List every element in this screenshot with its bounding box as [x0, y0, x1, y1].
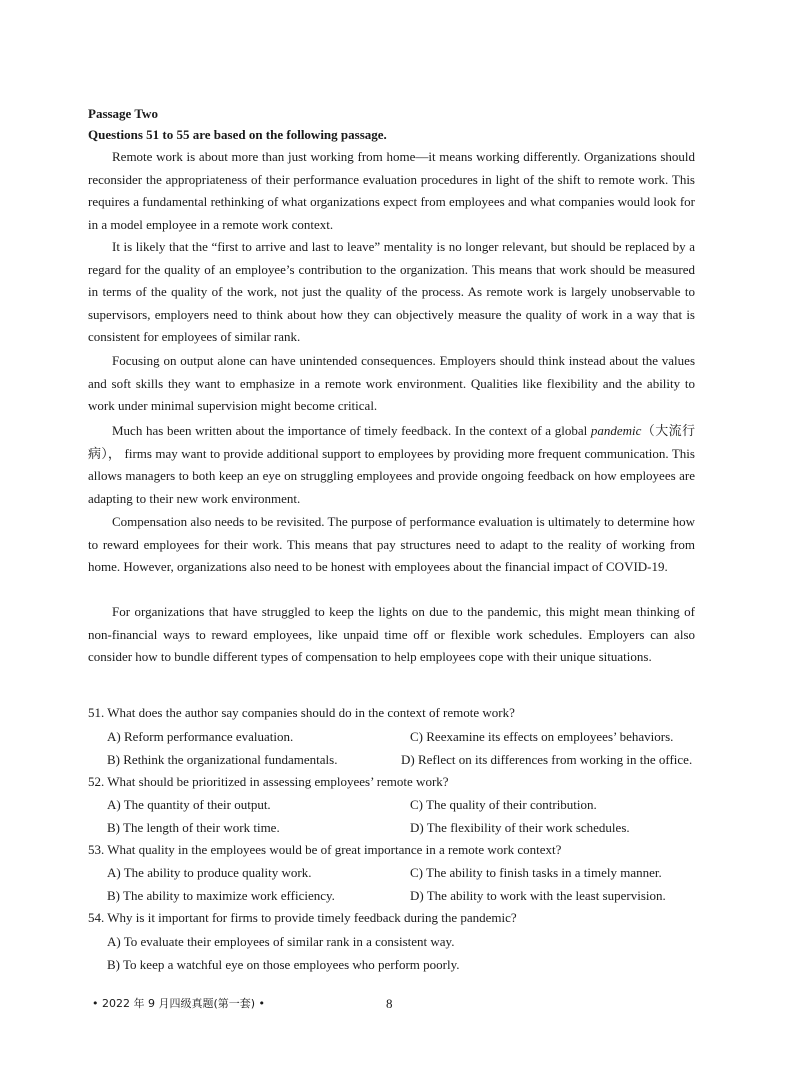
answer-option: D) The flexibility of their work schedules. — [410, 820, 630, 835]
term-gloss: （大流行病）， — [88, 423, 695, 461]
footer-label: • 2022 年 9 月四级真题(第一套) • — [92, 997, 266, 1010]
paragraph: Remote work is about more than just working from home—it means working differently. Organizations should reconsider the appropriateness of their performance evaluation procedures in light of the shift to remote work. This requires a fundamental rethinking of what organizations expect from employees and what companies would look for in a model employee in a remote work context. — [88, 149, 695, 232]
page-number: 8 — [386, 996, 393, 1011]
answer-option: C) The ability to finish tasks in a timely manner. — [410, 865, 662, 880]
passage-instructions: Questions 51 to 55 are based on the following passage. — [88, 127, 387, 142]
answer-option: A) To evaluate their employees of similar rank in a consistent way. — [107, 934, 455, 949]
paragraph: Focusing on output alone can have unintended consequences. Employers should think instead about the values and soft skills they want to emphasize in a remote work environment. Qualities like flexibility and the ability to work under minimal supervision might become critical. — [88, 353, 695, 414]
answer-option: A) The quantity of their output. — [107, 797, 271, 812]
answer-option: B) The ability to maximize work efficiency. — [107, 888, 335, 903]
paragraph-text: Much has been written about the importance of timely feedback. In the context of a global — [112, 423, 591, 438]
paragraph: Compensation also needs to be revisited. The purpose of performance evaluation is ultimately to determine how to reward employees for their work. This means that pay structures need to adapt to the reality of working from home. However, organizations also need to be honest with employees about the financial impact of COVID-19. — [88, 514, 695, 575]
answer-option: B) Rethink the organizational fundamentals. — [107, 752, 338, 767]
question-stem: 51. What does the author say companies should do in the context of remote work? — [88, 705, 515, 720]
paragraph: For organizations that have struggled to keep the lights on due to the pandemic, this might mean thinking of non-financial ways to reward employees, like unpaid time off or flexible work schedules. Employers can also consider how to bundle different types of compensation to help employees cope with their unique situations. — [88, 604, 695, 665]
answer-option: B) The length of their work time. — [107, 820, 280, 835]
question-stem: 53. What quality in the employees would be of great importance in a remote work context? — [88, 842, 562, 857]
answer-option: A) Reform performance evaluation. — [107, 729, 294, 744]
paragraph: It is likely that the “first to arrive and last to leave” mentality is no longer relevant, but should be replaced by a regard for the quality of an employee’s contribution to the organization. This means that work should be measured in terms of the quality of the work, not just the quality of the process. As remote work is largely unobservable to supervisors, employers need to think about how they can objectively measure the quality of work in a way that is consistent for employees of similar rank. — [88, 239, 695, 345]
question-stem: 54. Why is it important for firms to provide timely feedback during the pandemic? — [88, 910, 517, 925]
passage-title: Passage Two — [88, 106, 158, 121]
answer-option: B) To keep a watchful eye on those employees who perform poorly. — [107, 957, 460, 972]
paragraph — [88, 420, 695, 510]
answer-option: C) Reexamine its effects on employees’ behaviors. — [410, 729, 674, 744]
answer-option: D) The ability to work with the least supervision. — [410, 888, 666, 903]
answer-option: D) Reflect on its differences from working in the office. — [401, 752, 693, 767]
answer-option: A) The ability to produce quality work. — [107, 865, 312, 880]
glossed-term: pandemic — [590, 423, 642, 438]
question-stem: 52. What should be prioritized in assessing employees’ remote work? — [88, 774, 449, 789]
paragraph-text: firms may want to provide additional support to employees by providing more frequent communication. This allows managers to both keep an eye on struggling employees and provide ongoing feedback on how employees are adapting to their new work environment. — [88, 445, 695, 506]
answer-option: C) The quality of their contribution. — [410, 797, 597, 812]
